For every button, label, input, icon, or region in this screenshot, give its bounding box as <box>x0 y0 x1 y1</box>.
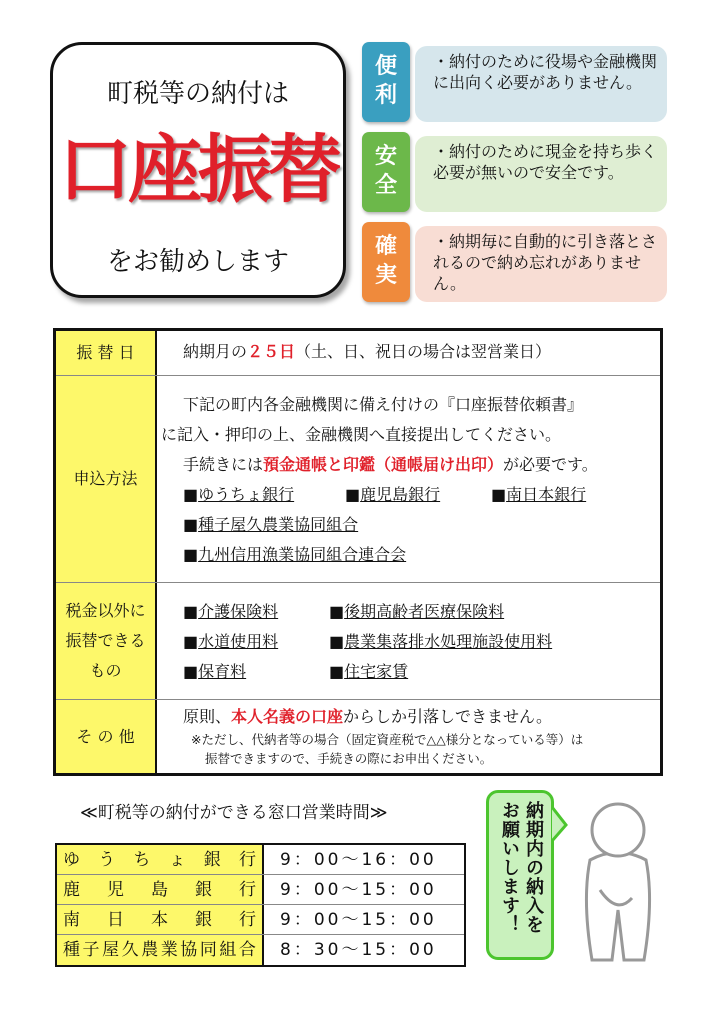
item-link[interactable]: 住宅家賃 <box>344 662 409 681</box>
bank-link[interactable]: 九州信用漁業協同組合連合会 <box>198 545 407 564</box>
benefit-tag-char: 全 <box>374 173 397 198</box>
row-other-items: 税金以外に振替できるもの ■介護保険料 ■後期高齢者医療保険料 ■水道使用料 ■農業集落排水処理施設使用料 ■保育料 ■住宅家賃 <box>56 583 660 700</box>
benefit-text: ・納期毎に自動的に引き落とされるので納め忘れがありません。 <box>415 226 667 302</box>
transfer-day-value: ２５日 <box>247 342 296 361</box>
title-line1: 町税等の納付は <box>106 79 289 109</box>
hours-table <box>55 843 466 967</box>
misc-note1: ※ただし、代納者等の場合（固定資産税で△△様分となっている等）は <box>191 732 584 747</box>
hours-row <box>57 935 464 965</box>
text: が必要です。 <box>503 455 598 474</box>
title-main: 口座振替 <box>58 127 338 213</box>
hours-title: ≪町税等の納付ができる窓口営業時間≫ <box>80 803 388 823</box>
label-transfer-day: 振 替 日 <box>56 331 157 375</box>
hours-time: 9：00～15：00 <box>280 910 437 930</box>
row-misc <box>56 700 660 773</box>
item-link[interactable]: 後期高齢者医療保険料 <box>344 602 505 621</box>
text: 原則、 <box>183 707 232 726</box>
benefit-tag-char: 便 <box>374 54 397 80</box>
hours-bank: ゆ う ち ょ 銀 行 <box>57 845 264 874</box>
title-box <box>50 42 346 298</box>
item-link[interactable]: 農業集落排水処理施設使用料 <box>344 632 553 651</box>
apply-line2: に記入・押印の上、金融機関へ直接提出してください。 <box>161 425 562 444</box>
bank-link[interactable]: 鹿児島銀行 <box>360 485 441 504</box>
item-link[interactable]: 介護保険料 <box>198 602 279 621</box>
label-apply: 申込方法 <box>56 376 157 582</box>
hours-row <box>57 845 464 875</box>
benefit-tag <box>362 132 410 212</box>
benefit-tag <box>362 222 410 302</box>
hours-time: 9：00～15：00 <box>280 880 437 900</box>
hours-bank: 南 日 本 銀 行 <box>57 905 264 934</box>
hours-time: 8：30～15：00 <box>280 940 437 960</box>
bank-link[interactable]: ゆうちょ銀行 <box>198 485 295 504</box>
row-transfer-day <box>56 331 660 376</box>
hours-bank: 種 子 屋 久 農 業 協 同 組 合 <box>57 935 264 965</box>
text: からしか引落しできません。 <box>343 707 552 726</box>
benefit-tag-char: 安 <box>374 144 397 170</box>
benefit-tag-char: 実 <box>374 263 397 288</box>
apply-line1: 下記の町内各金融機関に備え付けの『口座振替依頼書』 <box>183 395 584 414</box>
info-table <box>53 328 663 776</box>
text: 手続きには <box>183 455 264 474</box>
benefit-text: ・納付のために現金を持ち歩く必要が無いので安全です。 <box>415 136 667 212</box>
hours-row <box>57 905 464 935</box>
label-other-items: 税金以外に振替できるもの <box>56 583 157 699</box>
hours-bank: 鹿 児 島 銀 行 <box>57 875 264 904</box>
required-items: 預金通帳と印鑑（通帳届け出印） <box>263 455 504 474</box>
item-link[interactable]: 保育料 <box>198 662 247 681</box>
item-link[interactable]: 水道使用料 <box>198 632 279 651</box>
text: 納期月の <box>183 342 248 361</box>
label-misc: そ の 他 <box>56 700 157 773</box>
benefit-tag-char: 確 <box>374 234 397 260</box>
bank-link[interactable]: 種子屋久農業協同組合 <box>198 515 359 534</box>
bank-link[interactable]: 南日本銀行 <box>506 485 587 504</box>
bowing-person-icon <box>572 790 664 970</box>
hours-row <box>57 875 464 905</box>
speech-bubble: 納期内の納入をお願いします！ <box>486 790 554 960</box>
text: （土、日、祝日の場合は翌営業日） <box>295 342 552 361</box>
hours-time: 9：00～16：00 <box>280 850 437 870</box>
benefit-tag-char: 利 <box>374 83 397 108</box>
own-account: 本人名義の口座 <box>231 707 344 726</box>
speech-tail <box>552 805 572 845</box>
benefit-text: ・納付のために役場や金融機関に出向く必要がありません。 <box>415 46 667 122</box>
benefit-tag <box>362 42 410 122</box>
misc-note2: 振替できますので、手続きの際にお申出ください。 <box>205 751 493 766</box>
title-line3: をお勧めします <box>106 247 289 277</box>
row-apply: 申込方法 下記の町内各金融機関に備え付けの『口座振替依頼書』 に記入・押印の上、金融機関へ直接提出してください。 手続きには預金通帳と印鑑（通帳届け出印）が必要です。 ■ゆうちょ銀行 ■鹿児島銀行 ■南日本銀行 ■種子屋久農業協同組合 ■九州信用漁業協同組合連合会 <box>56 376 660 583</box>
